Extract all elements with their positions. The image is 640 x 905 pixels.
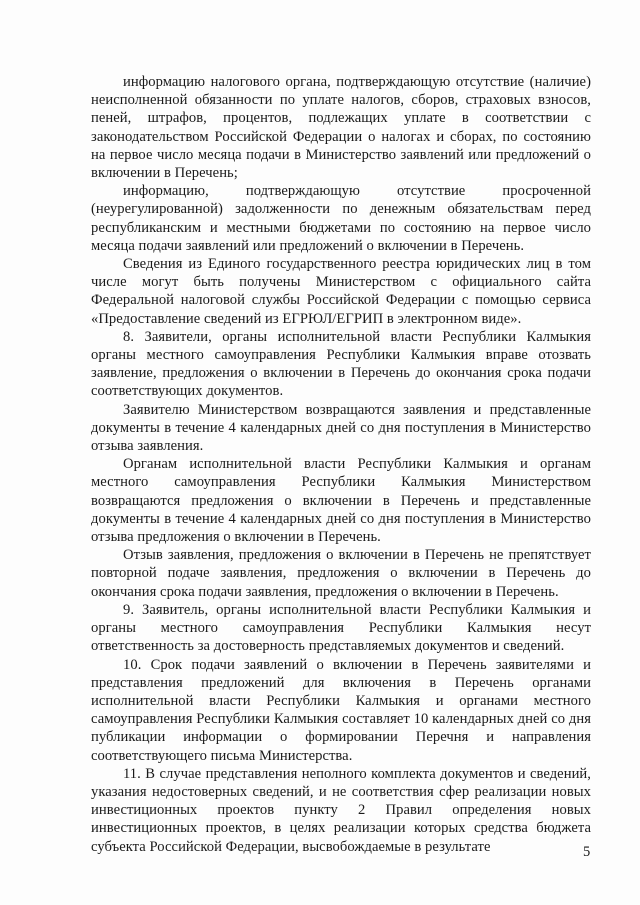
paragraph-withdrawal: Отзыв заявления, предложения о включении в Перечень не препятствует повторной подаче заявления, предложения о включении в Перечень до окончания срока подачи заявления, предложения о включении в Перечень. bbox=[91, 547, 591, 600]
paragraph-return-authorities: Органам исполнительной власти Республики Калмыкия и органам местного самоуправления Республики Калмыкия Министерством возвращаются предложения о включении в Перечень и представленные документы в течение 4 календарных дней со дня поступления в Министерство отзыва предложения о включении в Перечень. bbox=[91, 456, 591, 546]
paragraph-debt-info: информацию, подтверждающую отсутствие просроченной (неурегулированной) задолженности по денежным обязательствам перед республиканским и местными бюджетами по состоянию на первое число месяца подачи заявлений или предложений о включении в Перечень. bbox=[91, 183, 591, 254]
paragraph-tax-info: информацию налогового органа, подтверждающую отсутствие (наличие) неисполненной обязанности по уплате налогов, сборов, страховых взносов, пеней, штрафов, процентов, подлежащих уплате в соответствии с законодательством Российской Федерации о налогах и сборах, по состоянию на первое число месяца подачи в Министерство заявлений или предложений о включении в Перечень; bbox=[91, 74, 591, 182]
paragraph-item-11: 11. В случае представления неполного комплекта документов и сведений, указания недостоверных сведений, и не соответствия сфер реализации новых инвестиционных проектов пункту 2 Правил определения новых инвестиционных проектов, в целях реализации которых средства бюджета субъекта Российской Федерации, высвобождаемые в результате bbox=[91, 765, 591, 855]
paragraph-item-8: 8. Заявители, органы исполнительной власти Республики Калмыкия органы местного самоуправления Республики Калмыкия вправе отозвать заявление, предложения о включении в Перечень до окончания срока подачи соответствующих документов. bbox=[91, 328, 591, 400]
document-body bbox=[91, 73, 591, 856]
paragraph-return-applicant: Заявителю Министерством возвращаются заявления и представленные документы в течение 4 календарных дней со дня поступления в Министерство отзыва заявления. bbox=[91, 401, 591, 455]
page-number: 5 bbox=[583, 844, 591, 860]
paragraph-item-10: 10. Срок подачи заявлений о включении в Перечень заявителями и представления предложений для включения в Перечень органами исполнительной власти Республики Калмыкия и органами местного самоуправления Республики Калмыкия составляет 10 календарных дней со дня публикации информации о формировании Перечня и направления соответствующего письма Министерства. bbox=[91, 656, 591, 764]
paragraph-item-9: 9. Заявитель, органы исполнительной власти Республики Калмыкия и органы местного самоуправления Республики Калмыкия несут ответственность за достоверность представляемых документов и сведений. bbox=[91, 601, 591, 655]
paragraph-egrul-info: Сведения из Единого государственного реестра юридических лиц в том числе могут быть получены Министерством с официального сайта Федеральной налоговой службы Российской Федерации с помощью сервиса «Предоставление сведений из ЕГРЮЛ/ЕГРИП в электронном виде». bbox=[91, 256, 591, 327]
